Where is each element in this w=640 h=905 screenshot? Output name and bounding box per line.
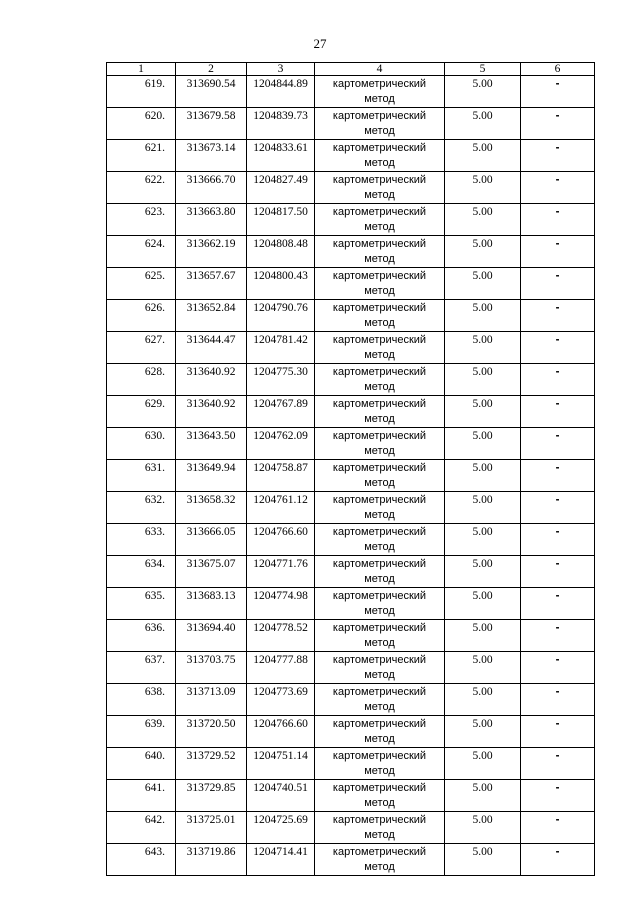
method-line-1: картометрический bbox=[332, 302, 427, 314]
method-line-1: картометрический bbox=[332, 78, 427, 90]
method-cell bbox=[315, 556, 445, 588]
method-line-1: картометрический bbox=[332, 462, 427, 474]
error-cell: 5.00 bbox=[445, 716, 521, 748]
method-cell bbox=[315, 460, 445, 492]
method-line-2: метод bbox=[364, 189, 395, 201]
table-row bbox=[107, 780, 595, 812]
method-line-1: картометрический bbox=[332, 334, 427, 346]
table-row bbox=[107, 588, 595, 620]
error-cell: 5.00 bbox=[445, 620, 521, 652]
method-line-2: метод bbox=[364, 317, 395, 329]
error-cell: 5.00 bbox=[445, 172, 521, 204]
method-line-2: метод bbox=[364, 573, 395, 585]
method-line-2: метод bbox=[364, 733, 395, 745]
y-coordinate-cell: 1204839.73 bbox=[247, 108, 315, 140]
method-cell bbox=[315, 524, 445, 556]
method-line-1: картометрический bbox=[332, 782, 427, 794]
method-line-1: картометрический bbox=[332, 366, 427, 378]
method-line-2: метод bbox=[364, 477, 395, 489]
method-cell bbox=[315, 364, 445, 396]
point-number-cell: 629. bbox=[107, 396, 176, 428]
x-coordinate-cell: 313662.19 bbox=[176, 236, 247, 268]
note-cell: - bbox=[521, 524, 595, 556]
note-cell: - bbox=[521, 236, 595, 268]
x-coordinate-cell: 313703.75 bbox=[176, 652, 247, 684]
note-cell: - bbox=[521, 684, 595, 716]
method-line-1: картометрический bbox=[332, 526, 427, 538]
method-cell bbox=[315, 844, 445, 876]
method-cell bbox=[315, 332, 445, 364]
method-cell bbox=[315, 652, 445, 684]
method-cell bbox=[315, 492, 445, 524]
x-coordinate-cell: 313658.32 bbox=[176, 492, 247, 524]
note-cell: - bbox=[521, 652, 595, 684]
method-cell bbox=[315, 428, 445, 460]
y-coordinate-cell: 1204740.51 bbox=[247, 780, 315, 812]
method-line-1: картометрический bbox=[332, 270, 427, 282]
error-cell: 5.00 bbox=[445, 780, 521, 812]
table-row bbox=[107, 524, 595, 556]
x-coordinate-cell: 313644.47 bbox=[176, 332, 247, 364]
y-coordinate-cell: 1204766.60 bbox=[247, 716, 315, 748]
note-cell: - bbox=[521, 428, 595, 460]
y-coordinate-cell: 1204766.60 bbox=[247, 524, 315, 556]
method-cell bbox=[315, 748, 445, 780]
method-line-2: метод bbox=[364, 605, 395, 617]
method-line-2: метод bbox=[364, 221, 395, 233]
error-cell: 5.00 bbox=[445, 460, 521, 492]
point-number-cell: 628. bbox=[107, 364, 176, 396]
note-cell: - bbox=[521, 620, 595, 652]
table-header-row bbox=[107, 63, 595, 76]
method-line-1: картометрический bbox=[332, 110, 427, 122]
error-cell: 5.00 bbox=[445, 204, 521, 236]
point-number-cell: 637. bbox=[107, 652, 176, 684]
table-row bbox=[107, 108, 595, 140]
error-cell: 5.00 bbox=[445, 76, 521, 108]
error-cell: 5.00 bbox=[445, 364, 521, 396]
coordinates-table bbox=[106, 62, 595, 876]
x-coordinate-cell: 313694.40 bbox=[176, 620, 247, 652]
method-cell bbox=[315, 588, 445, 620]
method-line-2: метод bbox=[364, 669, 395, 681]
method-line-1: картометрический bbox=[332, 142, 427, 154]
table-row bbox=[107, 620, 595, 652]
y-coordinate-cell: 1204725.69 bbox=[247, 812, 315, 844]
x-coordinate-cell: 313725.01 bbox=[176, 812, 247, 844]
note-cell: - bbox=[521, 492, 595, 524]
note-cell: - bbox=[521, 460, 595, 492]
table-body bbox=[107, 76, 595, 876]
x-coordinate-cell: 313713.09 bbox=[176, 684, 247, 716]
note-cell: - bbox=[521, 76, 595, 108]
column-header-5: 5 bbox=[445, 63, 521, 76]
method-line-2: метод bbox=[364, 93, 395, 105]
error-cell: 5.00 bbox=[445, 332, 521, 364]
y-coordinate-cell: 1204767.89 bbox=[247, 396, 315, 428]
note-cell: - bbox=[521, 396, 595, 428]
y-coordinate-cell: 1204751.14 bbox=[247, 748, 315, 780]
table-row bbox=[107, 236, 595, 268]
x-coordinate-cell: 313652.84 bbox=[176, 300, 247, 332]
x-coordinate-cell: 313720.50 bbox=[176, 716, 247, 748]
method-line-1: картометрический bbox=[332, 206, 427, 218]
point-number-cell: 621. bbox=[107, 140, 176, 172]
point-number-cell: 625. bbox=[107, 268, 176, 300]
note-cell: - bbox=[521, 300, 595, 332]
note-cell: - bbox=[521, 812, 595, 844]
method-line-2: метод bbox=[364, 157, 395, 169]
method-line-2: метод bbox=[364, 509, 395, 521]
point-number-cell: 633. bbox=[107, 524, 176, 556]
method-line-1: картометрический bbox=[332, 750, 427, 762]
method-cell bbox=[315, 268, 445, 300]
table-row bbox=[107, 812, 595, 844]
note-cell: - bbox=[521, 748, 595, 780]
table-row bbox=[107, 172, 595, 204]
table-row bbox=[107, 268, 595, 300]
point-number-cell: 622. bbox=[107, 172, 176, 204]
y-coordinate-cell: 1204833.61 bbox=[247, 140, 315, 172]
point-number-cell: 642. bbox=[107, 812, 176, 844]
error-cell: 5.00 bbox=[445, 812, 521, 844]
note-cell: - bbox=[521, 332, 595, 364]
method-line-1: картометрический bbox=[332, 398, 427, 410]
table-row bbox=[107, 748, 595, 780]
table-row bbox=[107, 396, 595, 428]
x-coordinate-cell: 313640.92 bbox=[176, 364, 247, 396]
error-cell: 5.00 bbox=[445, 428, 521, 460]
column-header-4: 4 bbox=[315, 63, 445, 76]
point-number-cell: 624. bbox=[107, 236, 176, 268]
y-coordinate-cell: 1204758.87 bbox=[247, 460, 315, 492]
table-row bbox=[107, 492, 595, 524]
note-cell: - bbox=[521, 364, 595, 396]
x-coordinate-cell: 313690.54 bbox=[176, 76, 247, 108]
method-line-2: метод bbox=[364, 381, 395, 393]
note-cell: - bbox=[521, 716, 595, 748]
error-cell: 5.00 bbox=[445, 396, 521, 428]
method-cell bbox=[315, 684, 445, 716]
method-cell bbox=[315, 172, 445, 204]
method-line-1: картометрический bbox=[332, 686, 427, 698]
y-coordinate-cell: 1204714.41 bbox=[247, 844, 315, 876]
method-line-2: метод bbox=[364, 349, 395, 361]
method-cell bbox=[315, 396, 445, 428]
x-coordinate-cell: 313649.94 bbox=[176, 460, 247, 492]
table-row bbox=[107, 300, 595, 332]
error-cell: 5.00 bbox=[445, 748, 521, 780]
x-coordinate-cell: 313666.70 bbox=[176, 172, 247, 204]
point-number-cell: 636. bbox=[107, 620, 176, 652]
error-cell: 5.00 bbox=[445, 684, 521, 716]
method-cell bbox=[315, 76, 445, 108]
method-line-1: картометрический bbox=[332, 654, 427, 666]
y-coordinate-cell: 1204781.42 bbox=[247, 332, 315, 364]
method-line-2: метод bbox=[364, 413, 395, 425]
method-cell bbox=[315, 300, 445, 332]
method-line-1: картометрический bbox=[332, 718, 427, 730]
point-number-cell: 640. bbox=[107, 748, 176, 780]
method-line-2: метод bbox=[364, 701, 395, 713]
x-coordinate-cell: 313719.86 bbox=[176, 844, 247, 876]
table-row bbox=[107, 716, 595, 748]
point-number-cell: 630. bbox=[107, 428, 176, 460]
error-cell: 5.00 bbox=[445, 652, 521, 684]
x-coordinate-cell: 313657.67 bbox=[176, 268, 247, 300]
x-coordinate-cell: 313643.50 bbox=[176, 428, 247, 460]
table-row bbox=[107, 428, 595, 460]
x-coordinate-cell: 313640.92 bbox=[176, 396, 247, 428]
method-line-2: метод bbox=[364, 765, 395, 777]
point-number-cell: 619. bbox=[107, 76, 176, 108]
method-line-1: картометрический bbox=[332, 430, 427, 442]
page-number: 27 bbox=[313, 36, 327, 51]
y-coordinate-cell: 1204817.50 bbox=[247, 204, 315, 236]
point-number-cell: 632. bbox=[107, 492, 176, 524]
y-coordinate-cell: 1204774.98 bbox=[247, 588, 315, 620]
point-number-cell: 631. bbox=[107, 460, 176, 492]
table-row bbox=[107, 204, 595, 236]
method-cell bbox=[315, 108, 445, 140]
x-coordinate-cell: 313673.14 bbox=[176, 140, 247, 172]
method-cell bbox=[315, 716, 445, 748]
x-coordinate-cell: 313729.52 bbox=[176, 748, 247, 780]
method-cell bbox=[315, 204, 445, 236]
x-coordinate-cell: 313675.07 bbox=[176, 556, 247, 588]
method-line-2: метод bbox=[364, 829, 395, 841]
table-row bbox=[107, 364, 595, 396]
point-number-cell: 638. bbox=[107, 684, 176, 716]
note-cell: - bbox=[521, 204, 595, 236]
point-number-cell: 639. bbox=[107, 716, 176, 748]
table-row bbox=[107, 684, 595, 716]
method-line-1: картометрический bbox=[332, 494, 427, 506]
method-line-2: метод bbox=[364, 797, 395, 809]
x-coordinate-cell: 313666.05 bbox=[176, 524, 247, 556]
error-cell: 5.00 bbox=[445, 492, 521, 524]
column-header-6: 6 bbox=[521, 63, 595, 76]
column-header-3: 3 bbox=[247, 63, 315, 76]
y-coordinate-cell: 1204800.43 bbox=[247, 268, 315, 300]
error-cell: 5.00 bbox=[445, 268, 521, 300]
y-coordinate-cell: 1204773.69 bbox=[247, 684, 315, 716]
error-cell: 5.00 bbox=[445, 236, 521, 268]
y-coordinate-cell: 1204808.48 bbox=[247, 236, 315, 268]
note-cell: - bbox=[521, 172, 595, 204]
method-cell bbox=[315, 236, 445, 268]
note-cell: - bbox=[521, 556, 595, 588]
column-header-2: 2 bbox=[176, 63, 247, 76]
method-line-1: картометрический bbox=[332, 590, 427, 602]
y-coordinate-cell: 1204778.52 bbox=[247, 620, 315, 652]
x-coordinate-cell: 313663.80 bbox=[176, 204, 247, 236]
point-number-cell: 627. bbox=[107, 332, 176, 364]
method-line-1: картометрический bbox=[332, 846, 427, 858]
method-line-1: картометрический bbox=[332, 558, 427, 570]
error-cell: 5.00 bbox=[445, 588, 521, 620]
method-line-2: метод bbox=[364, 445, 395, 457]
note-cell: - bbox=[521, 588, 595, 620]
point-number-cell: 626. bbox=[107, 300, 176, 332]
y-coordinate-cell: 1204775.30 bbox=[247, 364, 315, 396]
y-coordinate-cell: 1204761.12 bbox=[247, 492, 315, 524]
note-cell: - bbox=[521, 844, 595, 876]
method-line-2: метод bbox=[364, 285, 395, 297]
table-row bbox=[107, 76, 595, 108]
note-cell: - bbox=[521, 140, 595, 172]
method-line-2: метод bbox=[364, 861, 395, 873]
method-line-2: метод bbox=[364, 253, 395, 265]
method-line-1: картометрический bbox=[332, 622, 427, 634]
method-line-1: картометрический bbox=[332, 238, 427, 250]
error-cell: 5.00 bbox=[445, 844, 521, 876]
x-coordinate-cell: 313683.13 bbox=[176, 588, 247, 620]
method-cell bbox=[315, 140, 445, 172]
method-line-2: метод bbox=[364, 125, 395, 137]
error-cell: 5.00 bbox=[445, 140, 521, 172]
x-coordinate-cell: 313679.58 bbox=[176, 108, 247, 140]
point-number-cell: 620. bbox=[107, 108, 176, 140]
error-cell: 5.00 bbox=[445, 524, 521, 556]
y-coordinate-cell: 1204827.49 bbox=[247, 172, 315, 204]
x-coordinate-cell: 313729.85 bbox=[176, 780, 247, 812]
method-line-2: метод bbox=[364, 541, 395, 553]
table-row bbox=[107, 652, 595, 684]
method-line-1: картометрический bbox=[332, 174, 427, 186]
table-row bbox=[107, 460, 595, 492]
note-cell: - bbox=[521, 780, 595, 812]
point-number-cell: 635. bbox=[107, 588, 176, 620]
point-number-cell: 623. bbox=[107, 204, 176, 236]
error-cell: 5.00 bbox=[445, 300, 521, 332]
method-cell bbox=[315, 812, 445, 844]
note-cell: - bbox=[521, 268, 595, 300]
note-cell: - bbox=[521, 108, 595, 140]
error-cell: 5.00 bbox=[445, 556, 521, 588]
error-cell: 5.00 bbox=[445, 108, 521, 140]
method-cell bbox=[315, 620, 445, 652]
y-coordinate-cell: 1204762.09 bbox=[247, 428, 315, 460]
point-number-cell: 643. bbox=[107, 844, 176, 876]
table-row bbox=[107, 140, 595, 172]
point-number-cell: 641. bbox=[107, 780, 176, 812]
method-line-2: метод bbox=[364, 637, 395, 649]
y-coordinate-cell: 1204777.88 bbox=[247, 652, 315, 684]
method-cell bbox=[315, 780, 445, 812]
method-line-1: картометрический bbox=[332, 814, 427, 826]
table-row bbox=[107, 844, 595, 876]
y-coordinate-cell: 1204771.76 bbox=[247, 556, 315, 588]
column-header-1: 1 bbox=[107, 63, 176, 76]
y-coordinate-cell: 1204844.89 bbox=[247, 76, 315, 108]
table-row bbox=[107, 332, 595, 364]
y-coordinate-cell: 1204790.76 bbox=[247, 300, 315, 332]
point-number-cell: 634. bbox=[107, 556, 176, 588]
table-row bbox=[107, 556, 595, 588]
